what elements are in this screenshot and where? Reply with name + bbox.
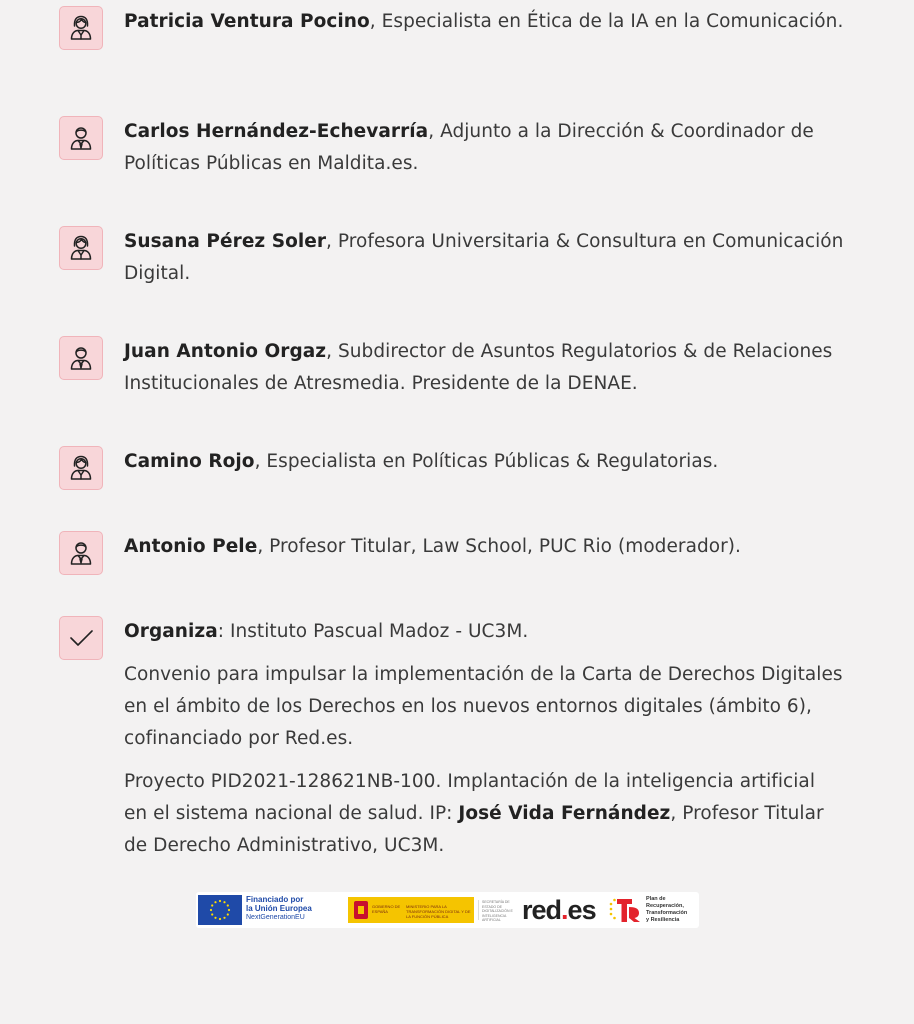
secretariat-name: SECRETARÍA DE ESTADO DE DIGITALIZACIÓN E INTELIGENCIA ARTIFICIAL bbox=[478, 900, 518, 920]
project-paragraph bbox=[124, 766, 844, 862]
speaker-name: Juan Antonio Orgaz bbox=[124, 341, 327, 362]
government-name: GOBIERNO DE ESPAÑA bbox=[372, 904, 401, 914]
female-user-icon bbox=[59, 6, 103, 50]
speaker-role: , Especialista en Ética de la IA en la Comunicación. bbox=[369, 11, 844, 32]
eu-line-3: NextGenerationEU bbox=[246, 914, 305, 921]
redes-end: es bbox=[567, 895, 596, 925]
organizer-line bbox=[124, 616, 844, 648]
speaker-role: , Profesora Universitaria & Consultura en Comunicación Digital. bbox=[124, 231, 844, 284]
prtr-line-3: Transformación bbox=[646, 910, 688, 916]
redes-main: red bbox=[522, 895, 562, 925]
prtr-line-1: Plan de bbox=[646, 896, 666, 902]
prtr-text bbox=[646, 896, 687, 924]
speaker-name: Patricia Ventura Pocino bbox=[124, 11, 370, 32]
organizer-text bbox=[124, 616, 844, 862]
project-ip-name: José Vida Fernández bbox=[458, 803, 671, 824]
eu-line-1: Financiado por bbox=[246, 895, 304, 904]
ministry-name: MINISTERIO PARA LA TRANSFORMACIÓN DIGITAL Y DE LA FUNCIÓN PÚBLICA bbox=[406, 904, 471, 919]
speaker-text bbox=[124, 531, 844, 563]
speaker-role: , Subdirector de Asuntos Regulatorios & de Relaciones Institucionales de Atresmedia. Presidente de la DENAE. bbox=[124, 341, 833, 394]
eu-flag-logo bbox=[198, 895, 242, 925]
agreement-paragraph: Convenio para impulsar la implementación de la Carta de Derechos Digitales en el ámbito de los Derechos en los nuevos entornos digitales (ámbito 6), cofinanciado por Red.es. bbox=[124, 664, 843, 749]
speaker-name: Antonio Pele bbox=[124, 536, 258, 557]
speaker-name: Camino Rojo bbox=[124, 451, 255, 472]
eu-line-2: la Unión Europea bbox=[246, 904, 312, 913]
speaker-text bbox=[124, 116, 844, 180]
female-user-icon bbox=[59, 226, 103, 270]
speaker-name: Carlos Hernández-Echevarría bbox=[124, 121, 429, 142]
male-user-icon bbox=[59, 116, 103, 160]
prtr-line-2: Recuperación, bbox=[646, 903, 684, 909]
eu-funding-text bbox=[246, 895, 336, 922]
prtr-logo-icon bbox=[608, 895, 642, 925]
redes-dot: . bbox=[561, 895, 568, 925]
speaker-text bbox=[124, 226, 844, 290]
redes-logo bbox=[522, 894, 596, 926]
government-logo bbox=[348, 897, 474, 923]
organizer-label: Organiza bbox=[124, 621, 218, 642]
speaker-text bbox=[124, 6, 844, 38]
speaker-name: Susana Pérez Soler bbox=[124, 231, 327, 252]
speaker-text bbox=[124, 446, 844, 478]
speaker-role: , Adjunto a la Dirección & Coordinador de Políticas Públicas en Maldita.es. bbox=[124, 121, 814, 174]
project-ip-role: , Profesor Titular de Derecho Administrativo, UC3M. bbox=[124, 803, 824, 856]
check-icon bbox=[59, 616, 103, 660]
project-text: Proyecto PID2021-128621NB-100. Implantación de la inteligencia artificial en el sistema nacional de salud. IP: bbox=[124, 771, 816, 824]
male-user-icon bbox=[59, 336, 103, 380]
speaker-role: , Profesor Titular, Law School, PUC Rio (moderador). bbox=[257, 536, 741, 557]
funding-logos bbox=[196, 892, 699, 928]
organizer-value: : Instituto Pascual Madoz - UC3M. bbox=[217, 621, 529, 642]
male-user-icon bbox=[59, 531, 103, 575]
prtr-line-4: y Resiliencia bbox=[646, 917, 680, 923]
speaker-role: , Especialista en Políticas Públicas & Regulatorias. bbox=[254, 451, 719, 472]
speaker-text bbox=[124, 336, 844, 400]
spain-crest-icon bbox=[354, 901, 368, 919]
female-user-icon bbox=[59, 446, 103, 490]
